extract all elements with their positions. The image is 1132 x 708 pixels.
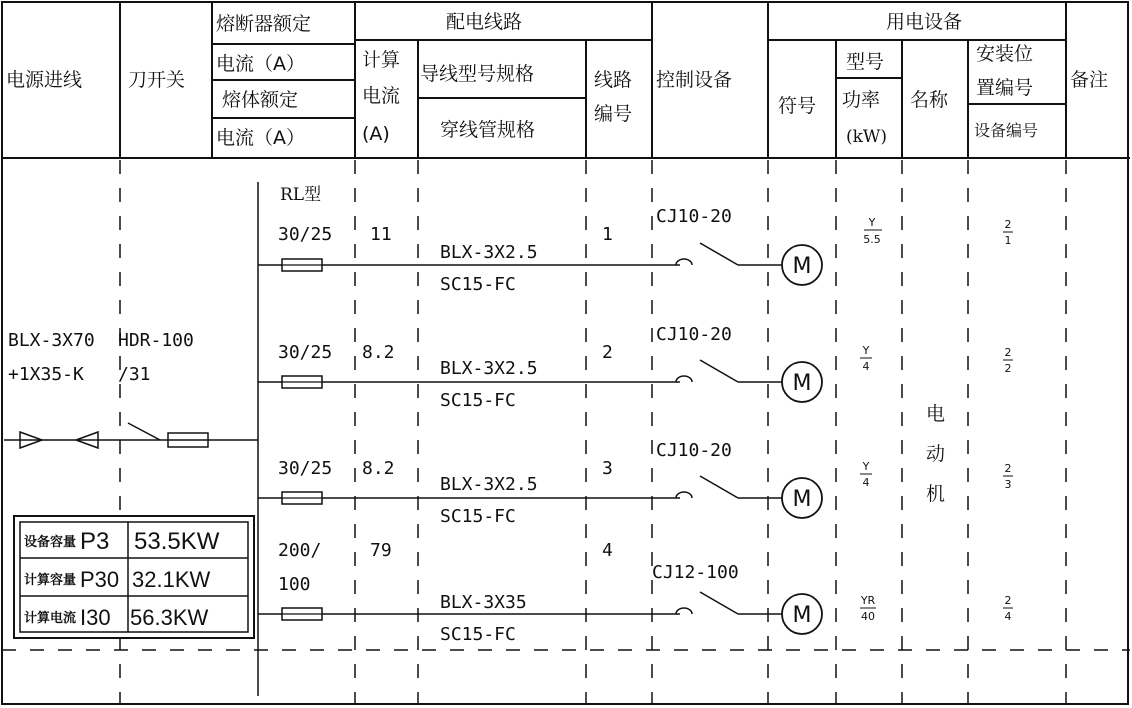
circuit-1-install-top: 2 xyxy=(1004,218,1012,231)
circuit-2-wire: BLX-3X2.5 xyxy=(440,358,538,379)
circuit-1-fuse: 30/25 xyxy=(278,224,333,245)
circuit-4-contactor: CJ12-100 xyxy=(652,562,739,583)
header-fuse-rated: 熔断器额定 xyxy=(216,13,312,35)
circuit-4-model: YR xyxy=(860,594,876,607)
summary-code-2: P30 xyxy=(80,567,120,592)
circuit-2-install-bottom: 2 xyxy=(1004,362,1012,375)
circuit-3-wire: BLX-3X2.5 xyxy=(440,474,538,495)
circuit-1-current: 11 xyxy=(370,224,392,245)
circuit-3-motor-letter: M xyxy=(792,487,812,512)
circuit-3-fuse: 30/25 xyxy=(278,458,333,479)
header-device-no: 设备编号 xyxy=(974,121,1039,140)
header-fuse-element-current: 电流（A） xyxy=(216,127,305,149)
header-remarks: 备注 xyxy=(1070,69,1109,91)
summary-value-1: 53.5KW xyxy=(134,528,220,555)
circuit-3-current: 8.2 xyxy=(362,458,395,479)
summary-value-2: 32.1KW xyxy=(132,567,211,592)
circuit-1-motor-letter: M xyxy=(792,254,812,279)
circuit-1-install-bottom: 1 xyxy=(1004,234,1012,247)
circuit-4-contactor-blade xyxy=(700,592,738,614)
circuit-4-fuse-2: 100 xyxy=(278,574,311,595)
circuit-4-fuse-1: 200/ xyxy=(278,540,322,561)
header-distribution-line: 配电线路 xyxy=(446,11,523,33)
motor-name-1: 电 xyxy=(926,403,946,425)
circuit-3-contactor-blade xyxy=(700,476,738,498)
summary-label-1: 设备容量 xyxy=(24,535,77,550)
circuit-2-current: 8.2 xyxy=(362,342,395,363)
summary-code-1: P3 xyxy=(80,528,110,555)
header-conduit-spec: 穿线管规格 xyxy=(440,119,536,141)
circuit-4-no: 4 xyxy=(602,540,613,561)
circuit-1-conduit: SC15-FC xyxy=(440,274,516,295)
circuit-4-install-bottom: 4 xyxy=(1004,610,1012,623)
header-fuse-current: 电流（A） xyxy=(216,53,305,75)
circuit-4-install-top: 2 xyxy=(1004,594,1012,607)
header-name: 名称 xyxy=(910,89,949,111)
circuit-2-power: 4 xyxy=(862,360,870,373)
circuit-1-contactor-arc xyxy=(676,259,692,265)
header-line-no-1: 线路 xyxy=(594,69,633,91)
header-calc-3: (A) xyxy=(362,123,390,145)
circuit-4-current: 79 xyxy=(370,540,392,561)
header-calc-2: 电流 xyxy=(362,85,401,107)
switch-model-1: HDR-100 xyxy=(118,330,194,351)
header-wire-spec: 导线型号规格 xyxy=(420,63,535,85)
circuit-3-install-bottom: 3 xyxy=(1004,478,1012,491)
header-power-1: 功率 xyxy=(842,89,881,111)
fuse-type-label: RL型 xyxy=(280,185,322,205)
incoming-cable-1: BLX-3X70 xyxy=(8,330,95,351)
circuit-4-power: 40 xyxy=(861,610,875,623)
motor-name-3: 机 xyxy=(926,483,946,505)
circuit-3-model: Y xyxy=(862,460,870,473)
summary-table xyxy=(14,516,254,638)
incoming-cable-2: +1X35-K xyxy=(8,364,84,385)
circuit-2-contactor: CJ10-20 xyxy=(656,324,732,345)
knife-switch-blade xyxy=(128,423,160,440)
circuit-1-contactor-blade xyxy=(700,243,738,265)
circuit-3-no: 3 xyxy=(602,458,613,479)
header-install-2: 置编号 xyxy=(976,77,1034,99)
circuit-4-contactor-arc xyxy=(676,608,692,614)
summary-code-3: I30 xyxy=(80,605,111,630)
circuit-4-wire: BLX-3X35 xyxy=(440,592,527,613)
circuit-2-contactor-blade xyxy=(700,360,738,382)
circuit-4-conduit: SC15-FC xyxy=(440,624,516,645)
circuit-4-motor-letter: M xyxy=(792,603,812,628)
circuit-1-power: 5.5 xyxy=(863,233,881,246)
header-install-1: 安装位 xyxy=(976,43,1034,65)
circuit-1-contactor: CJ10-20 xyxy=(656,206,732,227)
header-model: 型号 xyxy=(846,51,885,73)
header-fuse-element: 熔体额定 xyxy=(222,89,299,111)
circuit-3-install-top: 2 xyxy=(1004,462,1012,475)
circuit-2-install-top: 2 xyxy=(1004,346,1012,359)
header-power-2: (kW) xyxy=(846,127,888,147)
circuit-3-contactor-arc xyxy=(676,492,692,498)
table-header xyxy=(6,11,1108,149)
circuit-2-motor-letter: M xyxy=(792,371,812,396)
header-power-in: 电源进线 xyxy=(6,69,83,91)
summary-value-3: 56.3KW xyxy=(130,605,209,630)
circuit-3-contactor: CJ10-20 xyxy=(656,440,732,461)
circuit-1-wire: BLX-3X2.5 xyxy=(440,242,538,263)
circuit-2-conduit: SC15-FC xyxy=(440,390,516,411)
circuit-2-no: 2 xyxy=(602,342,613,363)
summary-label-3: 计算电流 xyxy=(24,611,77,626)
circuit-3-power: 4 xyxy=(862,476,870,489)
header-equipment: 用电设备 xyxy=(886,11,963,33)
motor-name-2: 动 xyxy=(926,443,946,465)
circuit-2-contactor-arc xyxy=(676,376,692,382)
circuit-texts xyxy=(278,185,945,645)
summary-label-2: 计算容量 xyxy=(24,573,77,588)
header-line-no-2: 编号 xyxy=(594,103,633,125)
circuit-3-conduit: SC15-FC xyxy=(440,506,516,527)
header-calc-1: 计算 xyxy=(362,49,401,71)
header-control-device: 控制设备 xyxy=(656,69,733,91)
switch-model-2: /31 xyxy=(118,364,151,385)
circuit-1-no: 1 xyxy=(602,224,613,245)
header-knife-switch: 刀开关 xyxy=(128,69,186,91)
circuit-2-model: Y xyxy=(862,344,870,357)
circuit-2-fuse: 30/25 xyxy=(278,342,333,363)
circuit-1-model: Y xyxy=(868,216,876,229)
header-symbol: 符号 xyxy=(778,95,817,117)
